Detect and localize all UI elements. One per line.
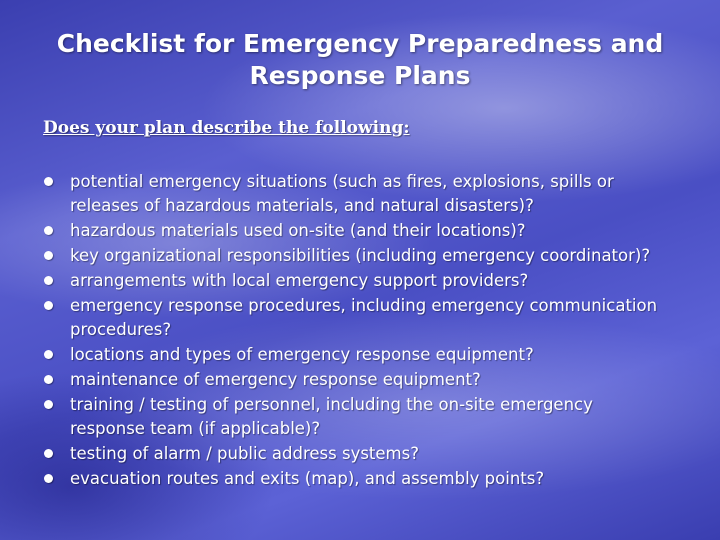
list-item-text: locations and types of emergency response equipment?	[70, 345, 534, 364]
bullet-icon	[44, 400, 53, 409]
list-item	[44, 244, 664, 268]
list-item-text: potential emergency situations (such as fires, explosions, spills or releases of hazardous materials, and natural disasters)?	[70, 172, 614, 215]
list-item-text: evacuation routes and exits (map), and assembly points?	[70, 469, 545, 488]
bullet-icon	[44, 350, 53, 359]
bullet-icon	[44, 251, 53, 260]
bullet-icon	[44, 301, 53, 310]
list-item-text: hazardous materials used on-site (and their locations)?	[70, 221, 526, 240]
list-item	[44, 442, 664, 466]
bullet-icon	[44, 474, 53, 483]
list-item-text: emergency response procedures, including emergency communication procedures?	[70, 296, 658, 339]
list-item	[44, 294, 664, 342]
list-item	[44, 170, 664, 218]
list-item-text: maintenance of emergency response equipment?	[70, 370, 481, 389]
bullet-icon	[44, 375, 53, 384]
list-item	[44, 343, 664, 367]
list-item-text: testing of alarm / public address systems?	[70, 444, 419, 463]
slide-title: Checklist for Emergency Preparedness and Response Plans	[56, 29, 664, 90]
bullet-icon	[44, 449, 53, 458]
list-item-text: arrangements with local emergency support providers?	[70, 271, 529, 290]
list-item	[44, 467, 664, 491]
checklist	[44, 170, 664, 492]
list-item	[44, 269, 664, 293]
list-item-text: key organizational responsibilities (including emergency coordinator)?	[70, 246, 651, 265]
list-item-text: training / testing of personnel, including the on-site emergency response team (if applicable)?	[70, 395, 593, 438]
bullet-icon	[44, 226, 53, 235]
list-item	[44, 368, 664, 392]
list-item	[44, 393, 664, 441]
slide-subtitle: Does your plan describe the following:	[43, 118, 410, 138]
bullet-icon	[44, 276, 53, 285]
list-item	[44, 219, 664, 243]
bullet-icon	[44, 177, 53, 186]
